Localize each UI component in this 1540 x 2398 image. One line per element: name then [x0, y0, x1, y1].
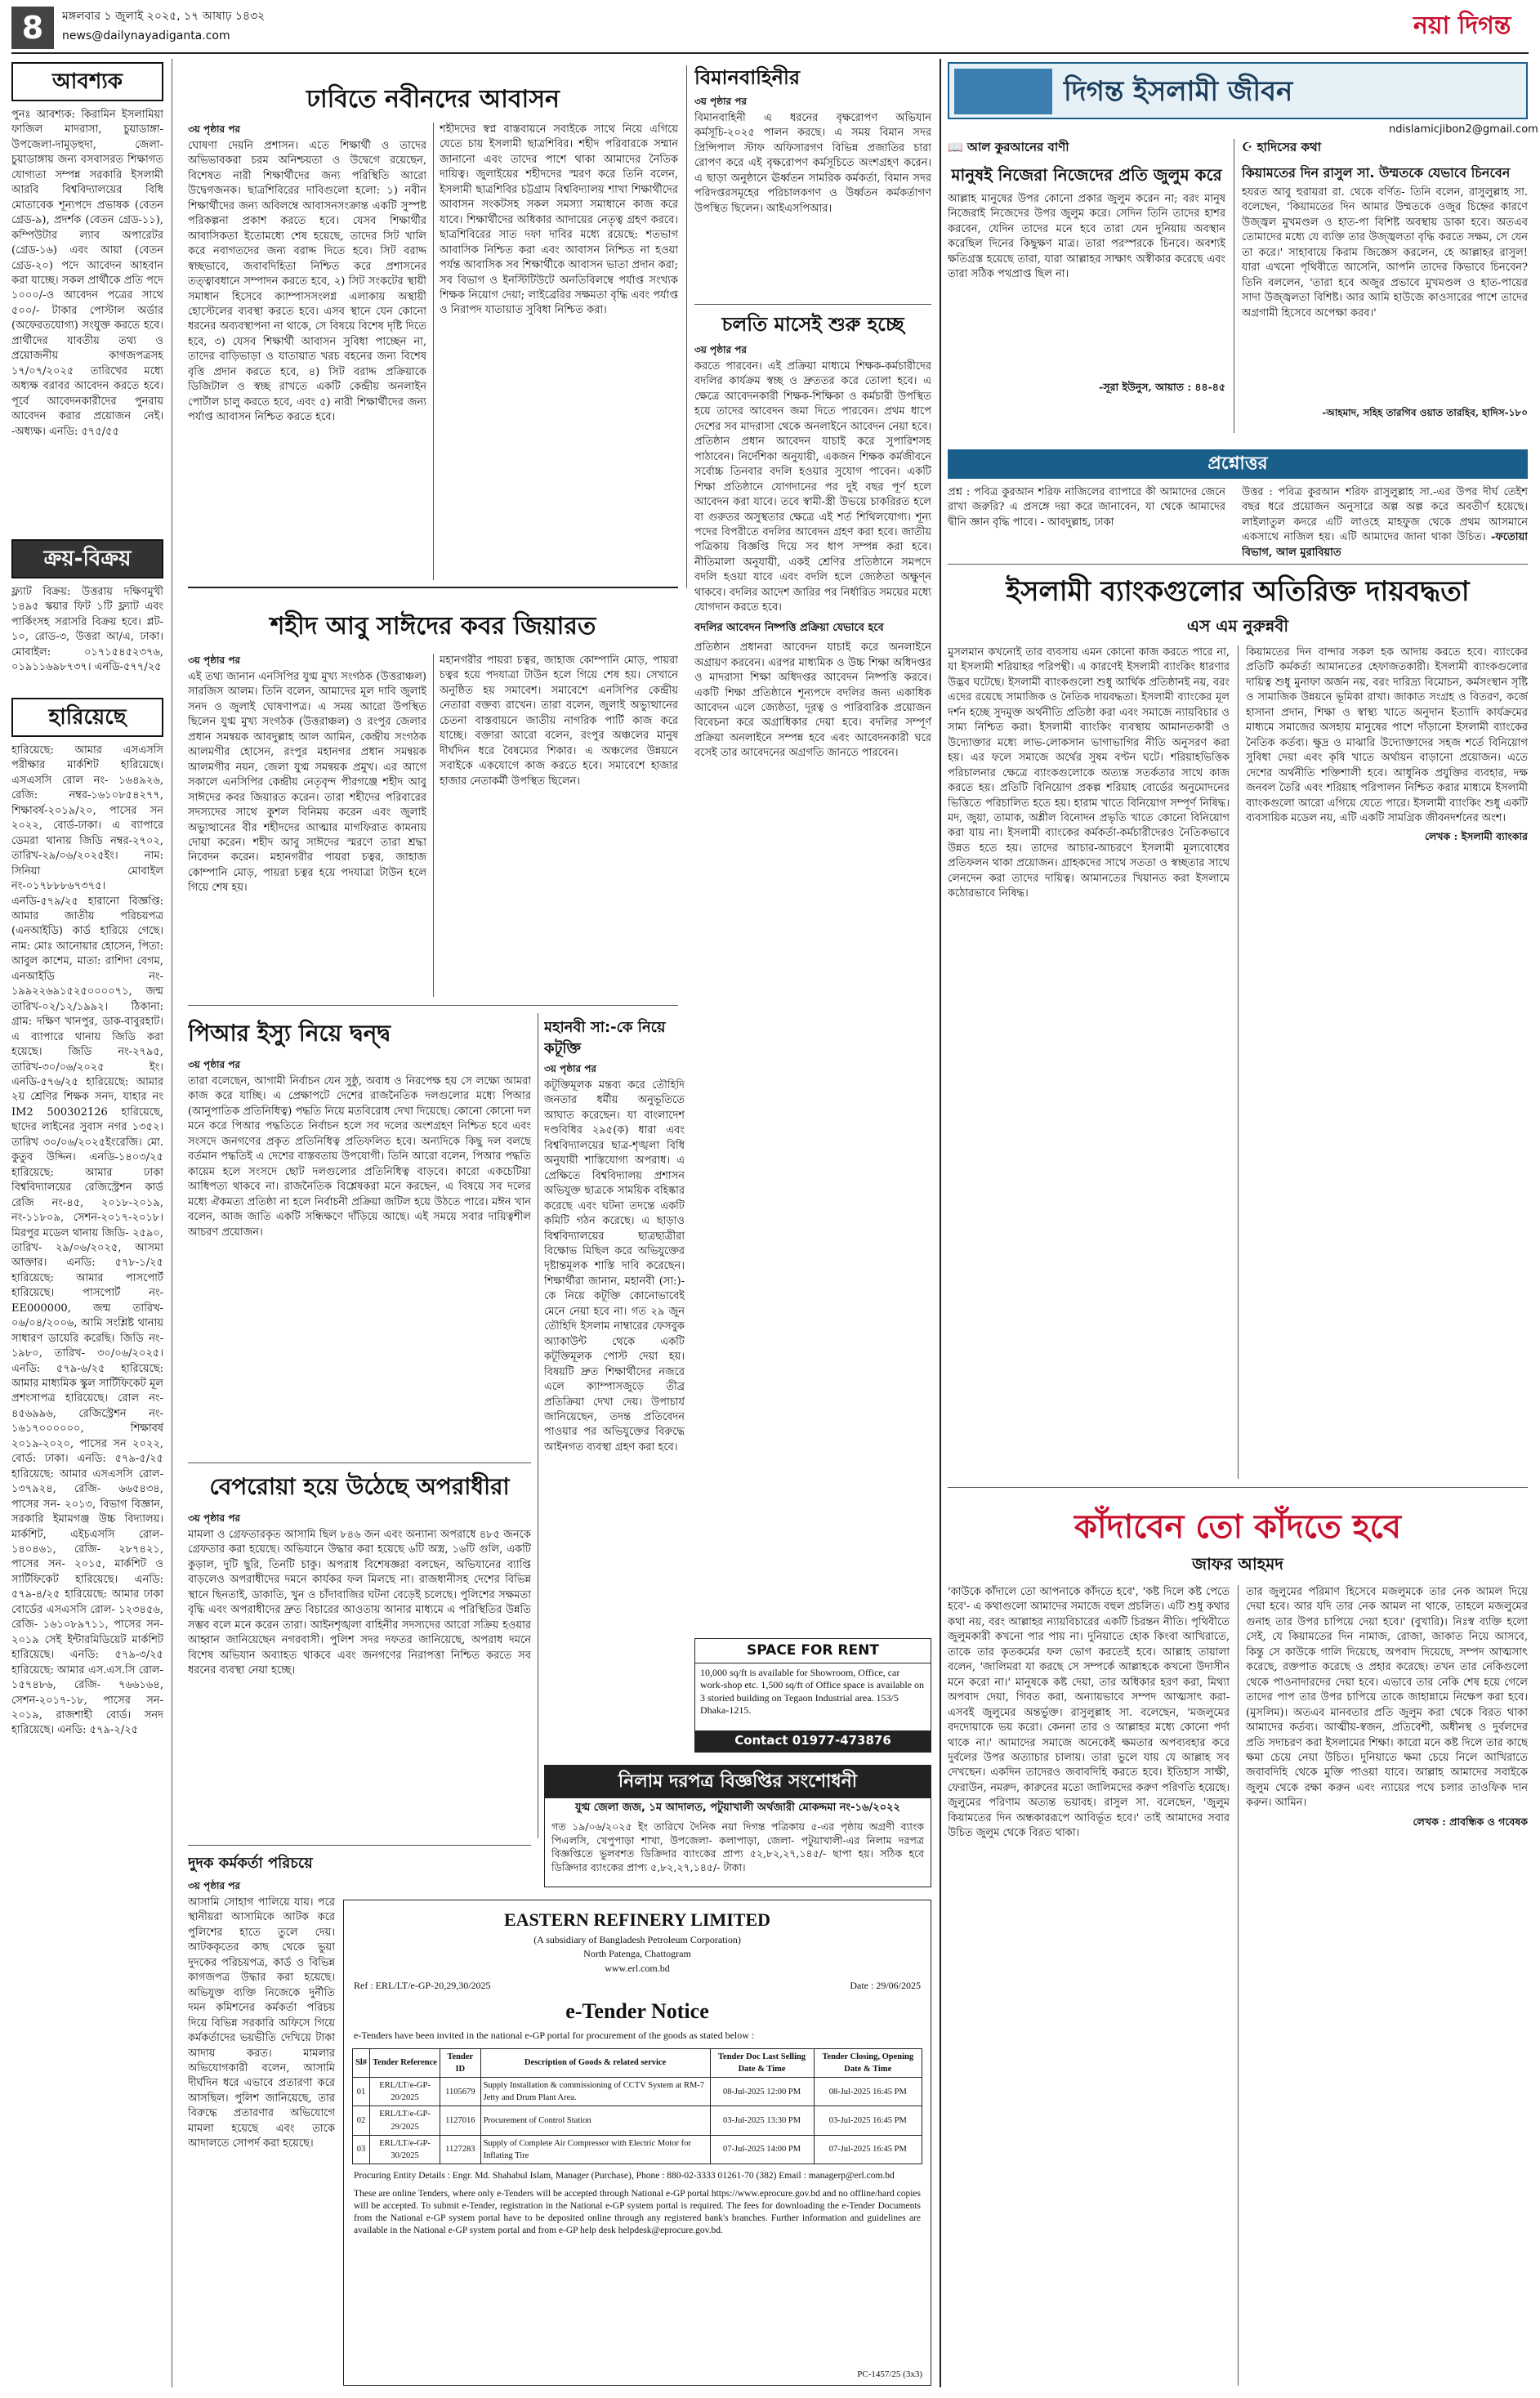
date-line: মঙ্গলবার ১ জুলাই ২০২৫, ১৭ আষাঢ় ১৪৩২	[62, 10, 266, 23]
qa-answer	[1242, 485, 1528, 559]
shaheed-body	[188, 654, 426, 997]
tender-table-header	[353, 2048, 922, 2077]
divider	[433, 654, 434, 997]
tender-date: Date : 29/06/2025	[850, 1980, 921, 1992]
masthead-rule	[11, 52, 1529, 54]
mosque-icon	[954, 69, 1052, 114]
mahanabi-body	[544, 1062, 685, 1847]
space-ad-title: SPACE FOR RENT	[695, 1639, 931, 1663]
housing-headline: ঢাবিতে নবীনদের আবাসন	[306, 85, 560, 114]
pr-text: তারা বলেছেন, আগামী নির্বাচন যেন সুষ্ঠু, অবাধ ও নিরপেক্ষ হয় সে লক্ষ্যে আমরা কাজ করে যাচ্ছি। এ প্রেক্ষাপটে দেশের রাজনৈতিক দলগুলোর মধ্যে পিআর (আনুপাতিক প্রতিনিধিত্ব) পদ্ধতি নিয়ে মতবিরোধ দেখা দিয়েছে। কোনো কোনো দল মনে করে পিআর পদ্ধতিতে নির্বাচন হলে সব দলের অংশগ্রহণ নিশ্চিত হবে এবং সংসদে জনগণের প্রকৃত প্রতিনিধিত্ব প্রতিফলিত হবে। অন্যদিকে কিছু দল বলছে বর্তমান পদ্ধতিই এ দেশের বাস্তবতায় উপযোগী। তিনি আরো বলেন, পিআর পদ্ধতি কায়েম হলে সংসদে ছোট দলগুলোর প্রতিনিধিত্ব বাড়বে। কারো একচেটিয়া আধিপত্য থাকবে না। রাজনৈতিক বিশ্লেষকরা মনে করছেন, এ বিষয়ে সব দলের মধ্যে ঐকমত্য প্রতিষ্ঠা না হলে নির্বাচনী প্রক্রিয়া জটিল হয়ে উঠতে পারে। মঈন খান বলেন, আজ জাতি একটি সন্ধিক্ষণে দাঁড়িয়ে আছে। এই সময়ে সবার দায়িত্বশীল আচরণ প্রয়োজন।	[188, 1075, 531, 1239]
logo-text: নয়া দিগন্ত	[1413, 11, 1511, 40]
housing-body-2: শহীদদের স্বপ্ন বাস্তবায়নে সবাইকে সাথে নিয়ে এগিয়ে যেতে চায় ইসলামী ছাত্রশিবির। শহীদ পরিবারকে সম্মান জানানো এবং তাদের পাশে থাকা আমাদের নৈতিক দায়িত্ব। জুলাইয়ের শহীদদের স্মরণ করে তিনি বলেন, ইসলামী ছাত্রশিবির চট্টগ্রাম বিশ্ববিদ্যালয় শাখা শিক্ষার্থীদের আবাসন সংকটসহ সকল সমস্যা সমাধানে কাজ করে যাবে। শিক্ষার্থীদের অধিকার আদায়ের নেতৃত্ব গ্রহণ করবে। ছাত্রশিবিরের সাত দফা দাবির মধ্যে রয়েছে: শতভাগ আবাসিক নিশ্চিত করা এবং আবাসন নিশ্চিত না হওয়া পর্যন্ত আবাসিক সব শিক্ষার্থীকে আবাসন ভাতা প্রদান করা; সব বিভাগ ও ইনস্টিটিউটে অনতিবিলম্বে পর্যাপ্ত সংখ্যক শিক্ষক নিয়োগ দেয়া; লাইব্রেরির সক্ষমতা বৃদ্ধি এবং পর্যাপ্ত ও নিরাপদ যাতায়াত সুবিধা নিশ্চিত করা।	[440, 123, 678, 317]
bank-body-col1: মুসলমান কখনোই তার ব্যবসায় এমন কোনো কাজ করতে পারে না, যা ইসলামী শরিয়াহর পরিপন্থী। এ কারণেই ইসলামী ব্যাংকিং ধারণার উদ্ভব ঘটেছে। ইসলামী ব্যাংকগুলো শুধু আর্থিক প্রতিষ্ঠানই নয়, বরং এদের রয়েছে সামাজিক ও নৈতিক দায়বদ্ধতা। ইসলামী ব্যাংকের মূল দর্শন হচ্ছে সুদমুক্ত অর্থনীতি প্রতিষ্ঠা করা এবং সমাজে ন্যায়বিচার ও সাম্য নিশ্চিত করা। ইসলামী ব্যাংকিং ব্যবস্থায় আমানতকারী ও উদ্যোক্তার মধ্যে লাভ-লোকসান ভাগাভাগির নীতি অনুসরণ করা হয়। এর ফলে সমাজে অর্থের সুষম বণ্টন ঘটে। শরিয়াহভিত্তিক পরিচালনার ক্ষেত্রে ব্যাংকগুলোকে অত্যন্ত সতর্কতার সাথে কাজ করতে হয়। প্রতিটি বিনিয়োগ প্রকল্প শরিয়াহ বোর্ডের অনুমোদনের ভিত্তিতে পরিচালিত হতে হয়। হারাম খাতে বিনিয়োগ সম্পূর্ণ নিষিদ্ধ। মদ, জুয়া, তামাক, অশ্লীল বিনোদন প্রভৃতি খাতে কোনো বিনিয়োগ করা যায় না। ইসলামী ব্যাংকের কর্মকর্তা-কর্মচারীদেরও নৈতিকভাবে উন্নত হতে হয়। তাদের আচার-আচরণে ইসলামী মূল্যবোধের প্রতিফলন থাকা প্রয়োজন। গ্রাহকদের সাথে সততা ও স্বচ্ছতার সাথে লেনদেন করা তাদের দায়িত্ব। আমানতের খিয়ানত করা ইসলামে কঠোরভাবে নিষিদ্ধ।	[948, 646, 1230, 900]
airforce-headline: বিমানবাহিনীর	[694, 66, 801, 89]
divider	[1238, 1585, 1239, 2386]
cell: 07-Jul-2025 16:45 PM	[814, 2135, 922, 2164]
wanted-title: আবশ্যক	[11, 62, 163, 101]
page-number-box	[11, 7, 54, 49]
pr-headline: পিআর ইস্যু নিয়ে দ্বন্দ্ব	[188, 1020, 391, 1047]
islami-email: ndislamicjibon2@gmail.com	[1389, 123, 1538, 136]
cell: 1127283	[440, 2135, 481, 2164]
shaheed-headline: শহীদ আবু সাঈদের কবর জিয়ারত	[270, 612, 596, 641]
dudok-text: আসামি সোহাগ পালিয়ে যায়। পরে স্থানীয়রা আসামিকে আটক করে পুলিশের হাতে তুলে দেয়। আটককৃতের কাছ থেকে ভুয়া দুদকের পরিচয়পত্র, কার্ড ও বিভিন্ন কাগজপত্র উদ্ধার করা হয়েছে। অভিযুক্ত ব্যক্তি নিজেকে দুর্নীতি দমন কমিশনের কর্মকর্তা পরিচয় দিয়ে বিভিন্ন সরকারি অফিসে গিয়ে কর্মকর্তাদের ভয়ভীতি দেখিয়ে টাকা আদায় করত। মামলার অভিযোগকারী বলেন, আসামি দীর্ঘদিন ধরে এভাবে প্রতারণা করে আসছিল। পুলিশ জানিয়েছে, তার বিরুদ্ধে প্রতারণার অভিযোগে মামলা হয়েছে এবং তাকে আদালতে সোপর্দ করা হয়েছে।	[188, 1896, 335, 2150]
cell: 03	[353, 2135, 370, 2164]
lost-title: হারিয়েছে	[11, 698, 163, 737]
qa-ref: -ফতোয়া বিভাগ, আল মুরাবিয়াত	[1242, 531, 1528, 559]
tender-web: www.erl.com.bd	[605, 1962, 670, 1974]
hadith-body: হযরত আবু হুরায়রা রা. থেকে বর্ণিত- তিনি বলেন, রাসুলুল্লাহ সা. বলেছেন, 'কিয়ামতের দিন আমার উম্মতকে ওজুর চিহ্নের কারণে উজ্জ্বল মুখমণ্ডল ও হাত-পা বিশিষ্ট অবস্থায় ডাকা হবে। অতএব তোমাদের মধ্যে যে ব্যক্তি তার উজ্জ্বলতা বৃদ্ধি করতে সক্ষম, সে যেন তা করে।' সাহাবায়ে কিরাম জিজ্ঞেস করলেন, হে আল্লাহর রাসুল! যারা এখনো পৃথিবীতে আসেনি, আপনি তাদের কিভাবে চিনবেন? তিনি বললেন, 'তারা হবে অজুর প্রভাবে মুখমণ্ডল ও হাত-পায়ের সাদা উজ্জ্বলতা বিশিষ্ট। আর আমি হাউজে কাওসারের পাশে তাদের অগ্রগামী হিসেবে অপেক্ষা করব।'	[1242, 185, 1528, 319]
airforce-contd: ৩য় পৃষ্ঠার পর	[694, 96, 748, 107]
kadaben-body-col2	[1246, 1585, 1528, 2386]
quran-ref: -সূরা ইউনুস, আয়াত : ৪৪-৪৫	[1099, 380, 1225, 393]
chalti-text: করতে পারবেন। এই প্রক্রিয়া মাধ্যমে শিক্ষক-কর্মচারীদের বদলির কার্যক্রম স্বচ্ছ ও দ্রুততর করে তোলা হবে। এ ক্ষেত্রে আবেদনকারী শিক্ষক-শিক্ষিকা ও কর্মচারী উপস্থিত হয়ে তাদের আবেদন জমা দিতে পারবেন। প্রথম ধাপে দেশের সব মাদরাসা থেকে অনলাইনে আবেদন নেয়া হবে। প্রতিষ্ঠান প্রধান আবেদন যাচাই করে সুপারিশসহ পাঠাবেন। নির্দেশিকা অনুযায়ী, একজন শিক্ষক কর্মজীবনে সর্বোচ্চ তিনবার বদলি হওয়ার সুযোগ পাবেন। একটি শিক্ষা প্রতিষ্ঠানে যোগদানের পর দুই বছর পূর্ণ হলে আবেদন করা যাবে। তবে স্বামী-স্ত্রী উভয়ে চাকরিরত হলে বা গুরুতর অসুস্থতার ক্ষেত্রে এই শর্ত শিথিলযোগ্য। শূন্য পদের বিপরীতে বদলির আবেদন গ্রহণ করা হবে। জাতীয় পত্রিকায় বিজ্ঞপ্তি দিয়ে সব ধাপ সম্পন্ন করা হবে। নীতিমালা অনুযায়ী, একই শ্রেণির প্রতিষ্ঠানে সমপদে বদলি হওয়া যাবে এবং বদলি হলে জ্যেষ্ঠতা অক্ষুণ্ন থাকবে। বদলির আদেশ জারির পর নির্ধারিত সময়ের মধ্যে যোগদান করতে হবে।	[694, 360, 931, 614]
divider	[433, 123, 434, 580]
quran-label	[948, 139, 1225, 157]
quran-label-text: আল কুরআনের বাণী	[966, 140, 1069, 154]
shaheed-contd: ৩য় পৃষ্ঠার পর	[188, 654, 241, 666]
shaheed-body-col2	[440, 654, 678, 997]
pr-contd: ৩য় পৃষ্ঠার পর	[188, 1059, 241, 1070]
kadaben-sign: লেখক : প্রাবন্ধিক ও গবেষক	[1413, 1815, 1528, 1828]
kadaben-body-col1: 'কাউকে কাঁদালে তো আপনাকে কাঁদতে হবে', 'কষ্ট দিলে কষ্ট পেতে হবে'- এ কথাগুলো আমাদের সমাজে বহুল প্রচলিত। এটি শুধু কথার কথা নয়, বরং আল্লাহর ন্যায়বিচারের একটি চিরন্তন নীতি। পৃথিবীতে জুলুমকারী কখনো পার পায় না। দুনিয়াতে হোক কিংবা আখিরাতে, তাকে তার কৃতকর্মের ফল ভোগ করতেই হবে। আল্লাহ তায়ালা বলেন, 'জালিমরা যা করছে সে সম্পর্কে আল্লাহকে কখনো উদাসীন মনে করো না।' মানুষকে কষ্ট দেয়া, তার অধিকার হরণ করা, মিথ্যা অপবাদ দেয়া, গিবত করা, অন্যায়ভাবে সম্পদ আত্মসাৎ করা- এসবই জুলুমের অন্তর্ভুক্ত। রাসুলুল্লাহ সা. বলেছেন, 'মজলুমের বদদোয়াকে ভয় করো। কেননা তার ও আল্লাহর মধ্যে কোনো পর্দা থাকে না।' আমাদের সমাজে অনেকেই ক্ষমতার অপব্যবহার করে দুর্বলের উপর অত্যাচার চালায়। তারা ভুলে যায় যে আল্লাহ সব দেখছেন। একদিন তাদেরও জবাবদিহি করতে হবে। ইতিহাস সাক্ষী, ফেরাউন, নমরুদ, কারুনের মতো জালিমদের করুণ পরিণতি হয়েছে। জুলুমের পরিণাম অত্যন্ত ভয়াবহ। রাসুল সা. বলেছেন, 'জুলুম কিয়ামতের দিন অন্ধকাররূপে আবির্ভূত হবে।' তাই আমাদের সবার উচিত জুলুম থেকে বিরত থাকা।	[948, 1586, 1230, 1840]
logo	[1413, 8, 1511, 44]
divider	[948, 564, 1528, 565]
pr-body	[188, 1058, 531, 1454]
wanted-text: পুনঃ আবশ্যক: কিরামিন ইসলামিয়া ফাজিল মাদরাসা, চুয়াডাঙ্গা-উপজেলা-দামুড়হুদা, জেলা-চুয়াডাঙ্গায় জন্য বসবাসরত শিক্ষাগত যোগ্যতা সম্পন্ন সরকারি ইসলামী আরবি বিশ্ববিদ্যালয়ের বিধি মোতাবেক শূন্যপদে প্রভাষক (বেতন গ্রেড-৯), প্রদর্শক (বেতন গ্রেড-১১), কম্পিউটার ল্যাব অপারেটর (গ্রেড-১৬) এবং আয়া (বেতন গ্রেড-২০) পদে আবেদন আহবান করা যাচ্ছে। সকল প্রার্থীকে প্রতি পদে ১০০০/-ও আবেদন পত্রের সাথে ৫০০/- টাকার পোস্টাল অর্ডার (অফেরতযোগ্য) সংযুক্ত করতে হবে। প্রার্থীদের যাবতীয় তথ্য ও প্রয়োজনীয় কাগজপত্রসহ ১৭/০৭/২০২৫ তারিখের মধ্যে অধ্যক্ষ বরাবর আবেদন করতে হবে। পূর্বে আবেদনকারীদের পুনরায় আবেদন করার প্রয়োজন নেই। -অধ্যক্ষ। এনডি: ৫৭৫/৫৫	[11, 109, 163, 438]
criminals-body	[188, 1512, 531, 1838]
chalti-text-2: প্রতিষ্ঠান প্রধানরা আবেদন যাচাই করে অনলাইনে অগ্রায়ণ করবেন। এরপর মাধ্যমিক ও উচ্চ শিক্ষা অধিদপ্তর ও মাদরাসা শিক্ষা অধিদপ্তর আবেদন নিষ্পত্তি করবে। একটি শিক্ষা প্রতিষ্ঠানে শূন্যপদে বদলির জন্য একাধিক আবেদন এলে জ্যেষ্ঠতা, দূরত্ব ও পারিবারিক প্রয়োজন বিবেচনা করে অগ্রাধিকার দেয়া হবে। বদলির সম্পূর্ণ প্রক্রিয়া অনলাইনে সম্পন্ন হবে এবং আবেদনকারী ঘরে বসেই তার আবেদনের অগ্রগতি জানতে পারবেন।	[694, 641, 931, 760]
buysell-text: ফ্ল্যাট বিক্রয়: উত্তরায় দক্ষিণমুখী ১৪৯৫ স্কয়ার ফিট ১টি ফ্ল্যাট এবং পার্কিংসহ সরাসরি বিক্রয় হবে। প্লট- ১০, রোড-৩, উত্তরা আ/এ, ঢাকা। মোবাইল: ০১৭১৫৪৫২৩৭৬, ০১৯১১৬৯৮৭৩৭। এনডি-৫৭৭/২৫	[11, 586, 163, 674]
th-id: Tender ID	[440, 2048, 481, 2077]
tender-pc: PC-1457/25 (3x3)	[857, 2369, 922, 2380]
divider	[188, 1462, 531, 1463]
cell: ERL/LT/e-GP-29/2025	[370, 2106, 440, 2135]
th-desc: Description of Goods & related service	[480, 2048, 710, 2077]
divider	[694, 304, 931, 305]
chalti-subhead: বদলির আবেদন নিষ্পত্তি প্রক্রিয়া যেভাবে হবে	[694, 621, 884, 634]
nilam-title: নিলাম দরপত্র বিজ্ঞপ্তির সংশোধনী	[545, 1766, 931, 1798]
divider	[686, 65, 687, 588]
tender-sub2: North Patenga, Chattogram	[583, 1948, 691, 1960]
table-row	[353, 2077, 922, 2106]
crescent-icon: ☪	[1242, 140, 1257, 154]
bank-headline: ইসলামী ব্যাংকগুলোর অতিরিক্ত দায়বদ্ধতা	[1006, 575, 1470, 608]
cell: 02	[353, 2106, 370, 2135]
cell: Supply of Complete Air Compressor with Electric Motor for Inflating Tire	[480, 2135, 710, 2164]
dudok-body	[188, 1879, 335, 2386]
tender-intro: e-Tenders have been invited in the national e-GP portal for procurement of the goods as stated below :	[354, 2030, 755, 2042]
qa-title: প্রশ্নোত্তর	[1207, 453, 1268, 474]
space-ad-body: 10,000 sq/ft is available for Showroom, Office, car work-shop etc. 1,500 sq/ft of Office space is available on 3 storied building on Tegaon Industrial area. 153/5 Dhaka-1215.	[700, 1666, 925, 1717]
qa-title-bar	[948, 449, 1528, 479]
th-ref: Tender Reference	[370, 2048, 440, 2077]
tender-company: EASTERN REFINERY LIMITED	[503, 1909, 771, 1930]
chalti-body	[694, 343, 931, 1471]
airforce-body	[694, 95, 931, 299]
nilam-notice	[544, 1765, 931, 1887]
islami-section-title: দিগন্ত ইসলামী জীবন	[1064, 75, 1293, 108]
cell: ERL/LT/e-GP-30/2025	[370, 2135, 440, 2164]
chalti-headline: চলতি মাসেই শুরু হচ্ছে	[721, 313, 904, 336]
divider	[188, 1845, 531, 1846]
criminals-text: মামলা ও গ্রেফতারকৃত আসামি ছিল ৮৪৬ জন এবং অন্যান্য অপরাধে ৪৮৫ জনকে গ্রেফতার করা হয়েছে। অভিযানে উদ্ধার করা হয়েছে ৬টি অস্ত্র, ১৬টি গুলি, একটি কুড়াল, দুটি ছুরি, তিনটি চাকু। অপরাধ বিশেষজ্ঞরা বলছেন, অভিযানের ব্যাপ্তি বাড়লেও অপরাধীদের দমনে কার্যকর ফল মিলছে না। রাজধানীসহ দেশের বিভিন্ন স্থানে ছিনতাই, ডাকাতি, খুন ও চাঁদাবাজির ঘটনা বেড়েই চলেছে। পুলিশের সক্ষমতা বৃদ্ধি এবং অপরাধীদের দ্রুত বিচারের আওতায় আনার মাধ্যমে এ পরিস্থিতির উন্নতি সম্ভব বলে মনে করেন তারা। আইনশৃঙ্খলা বাহিনীর সদস্যদের আরো সক্রিয় হওয়ার আহ্বান জানিয়েছেন নগরবাসী। পুলিশ সদর দফতর জানিয়েছে, অপরাধ দমনে বিশেষ অভিযান অব্যাহত থাকবে এবং জনগণের নিরাপত্তা নিশ্চিত করতে সব ধরনের ব্যবস্থা নেয়া হচ্ছে।	[188, 1529, 531, 1677]
chalti-contd: ৩য় পৃষ্ঠার পর	[694, 344, 748, 355]
cell: Supply Installation & commissioning of CCTV System at RM-7 Jetty and Drum Plant Area.	[480, 2077, 710, 2106]
tender-title: e-Tender Notice	[565, 1999, 709, 2024]
criminals-headline: বেপরোয়া হয়ে উঠেছে অপরাধীরা	[209, 1473, 510, 1500]
nilam-sub: যুগ্ম জেলা জজ, ১ম আদালত, পটুয়াখালী অর্থজারী মোকদ্দমা নং-১৬/২০২২	[574, 1801, 900, 1814]
buysell-title: ক্রয়-বিক্রয়	[11, 539, 163, 578]
tender-sub1: (A subsidiary of Bangladesh Petroleum Corporation)	[533, 1933, 741, 1945]
hadith-block	[1242, 139, 1528, 441]
cell: 03-Jul-2025 16:45 PM	[814, 2106, 922, 2135]
shaheed-text: এই তথ্য জানান এনসিপির যুগ্ম মুখ্য সংগঠক (উত্তরাঞ্চল) সারজিস আলম। তিনি বলেন, আমাদের মূল দাবি জুলাই সনদ ও জুলাই ঘোষণাপত্র। এ সময় আরো উপস্থিত ছিলেন যুগ্ম মুখ্য সংগঠক (উত্তরাঞ্চল) ও রংপুর জেলার প্রধান সমন্বয়ক আবদুল্লাহ আল আমিন, কেন্দ্রীয় সংগঠক আলমগীর হোসেন, রংপুর মহানগর প্রধান সমন্বয়ক আলমগীর নয়ন, জেলা যুগ্ম সমন্বয়ক প্রমুখ। এর আগে সকালে এনসিপির কেন্দ্রীয় নেতৃবৃন্দ পীরগঞ্জে শহীদ আবু সাঈদের কবর জিয়ারত করেন। তারা শহীদের পরিবারের সদস্যদের সাথে কুশল বিনিময় করেন এবং জুলাই অভ্যুত্থানের বীর শহীদদের আত্মার মাগফিরাত কামনায় দোয়া করেন। শহীদ আবু সাঈদের স্মরণে তারা শ্রদ্ধা নিবেদন করেন। মহানগরীর পায়রা চত্বর, জাহাজ কোম্পানি মোড়, পায়রা চত্বর হয়ে পদযাত্রা টাউন হলে গিয়ে শেষ হয়।	[188, 671, 426, 895]
divider	[188, 1005, 678, 1006]
space-ad-contact: Contact 01977-473876	[695, 1730, 931, 1752]
bank-body-col2	[1246, 645, 1528, 1479]
cell: Procurement of Control Station	[480, 2106, 710, 2135]
bank-author: এস এম নুরুন্নবী	[1186, 616, 1289, 636]
qa-answer-text: উত্তর : পবিত্র কুরআন শরিফ রাসুলুল্লাহ সা.-এর উপর দীর্ঘ তেইশ বছর ধরে প্রয়োজন অনুসারে অল্প অল্প করে অবতীর্ণ হয়েছে। লাইলাতুল কদরে এটি লাওহে মাহফুজ থেকে প্রথম আসমানে একসাথে নাজিল হয়। এটি আমাদের জানা থাকা উচিত।	[1242, 486, 1528, 544]
mahanabi-text: কটূক্তিমূলক মন্তব্য করে তৌহিদি জনতার ধর্মীয় অনুভূতিতে আঘাত করেছেন। যা বাংলাদেশ দণ্ডবিধির ২৯৫(ক) ধারা এবং বিশ্ববিদ্যালয়ের ছাত্র-শৃঙ্খলা বিধি অনুযায়ী শাস্তিযোগ্য অপরাধ। এ প্রেক্ষিতে বিশ্ববিদ্যালয় প্রশাসন অভিযুক্ত ছাত্রকে সাময়িক বহিষ্কার করেছে এবং ঘটনা তদন্তে একটি কমিটি গঠন করেছে। এ ছাড়াও বিশ্ববিদ্যালয়ের ছাত্রছাত্রীরা বিক্ষোভ মিছিল করে অভিযুক্তের দৃষ্টান্তমূলক শাস্তি দাবি করেছেন। শিক্ষার্থীরা জানান, মহানবী (সা:)-কে নিয়ে কটূক্তি কোনোভাবেই মেনে নেয়া হবে না। গত ২৯ জুন তৌহিদি ইসলাম নাম্বারের ফেসবুক অ্যাকাউন্ট থেকে একটি কটূক্তিমূলক পোস্ট দেয়া হয়। বিষয়টি দ্রুত শিক্ষার্থীদের নজরে এলে ক্যাম্পাসজুড়ে তীব্র প্রতিক্রিয়া দেখা দেয়। উপাচার্য জানিয়েছেন, তদন্ত প্রতিবেদন পাওয়ার পর অভিযুক্তের বিরুদ্ধে আইনগত ব্যবস্থা গ্রহণ করা হবে।	[544, 1079, 685, 1454]
housing-body-1: ঘোষণা দেয়নি প্রশাসন। এতে শিক্ষার্থী ও তাদের অভিভাবকরা চরম অনিশ্চয়তা ও উদ্বেগে রয়েছেন, বিশেষত নারী শিক্ষার্থীদের জন্য পরিস্থিতি আরো উদ্বেগজনক। ছাত্রশিবিরের দাবিগুলো হলো: ১) নবীন শিক্ষার্থীদের জন্য অবিলম্বে আবাসনসংক্রান্ত একটি সুস্পষ্ট পরিকল্পনা প্রকাশ করতে হবে। যেসব শিক্ষার্থীর আবাসিকতা ইতোমধ্যে শেষ হয়েছে, তাদের সিট খালি করে নবাগতদের জন্য বরাদ্দ দিতে হবে। সিট বরাদ্দ স্বচ্ছভাবে, জবাবদিহিতা নিশ্চিত করে প্রশাসনের তত্ত্বাবধানে সম্পাদন করতে হবে, ২) সিট সংকটের স্থায়ী সমাধান হিসেবে ক্যাম্পাসসংলগ্ন এলাকায় অস্থায়ী হোস্টেলের ব্যবস্থা করতে হবে। এসব স্থানে যেন কোনো ধরনের অব্যবস্থাপনা না থাকে, সে বিষয়ে বিশেষ দৃষ্টি দিতে হবে, ৩) যেসব শিক্ষার্থী আবাসন সুবিধা পাচ্ছেন না, তাদের বাড়িভাড়া ও যাতায়াত খরচ বহনের জন্য বিশেষ বৃত্তি প্রদান করতে হবে, ৪) সিট বরাদ্দ প্রক্রিয়াকে ডিজিটাল ও স্বচ্ছ রাখতে একটি কেন্দ্রীয় অনলাইন পোর্টাল চালু করতে হবে, এবং ৫) নারী শিক্ষার্থীদের জন্য পর্যাপ্ত আবাসন নিশ্চিত করতে হবে।	[188, 140, 426, 424]
bank-sign: লেখক : ইসলামী ব্যাংকার	[1424, 830, 1528, 843]
quran-body: আল্লাহ মানুষের উপর কোনো প্রকার জুলুম করেন না; বরং মানুষ নিজেরাই নিজেদের উপর জুলুম করে। সেদিন তিনি তাদের হাশর করবেন, যেদিন তাদের মনে হবে তারা যেন দুনিয়ায় অবস্থান করেছিল দিনের কিছুক্ষণ মাত্র। তারা পরস্পরকে চিনবে। অবশ্যই ক্ষতিগ্রস্ত হয়েছে তারা, যারা আল্লাহর সাক্ষাৎ অস্বীকার করেছে এবং তারা সঠিক পথপ্রাপ্ত ছিল না।	[948, 192, 1225, 281]
islami-banner	[948, 62, 1528, 119]
dudok-contd: ৩য় পৃষ্ঠার পর	[188, 1880, 241, 1891]
divider	[940, 59, 941, 2387]
housing-contd: ৩য় পৃষ্ঠার পর	[188, 123, 241, 135]
quran-block	[948, 139, 1225, 441]
table-row	[353, 2106, 922, 2135]
airforce-text: বিমানবাহিনী এ ধরনের বৃক্ষরোপণ অভিযান কর্মসূচি-২০২৫ পালন করছে। এ সময় বিমান সদর প্রিন্সিপাল স্টাফ অফিসারগণ বিভিন্ন প্রজাতির চারা রোপণ করে এই বৃক্ষরোপণ কর্মসূচিতে অংশগ্রহণ করেন। এ ছাড়া অনুষ্ঠানে ঊর্ধ্বতন সামরিক কর্মকর্তা, বিমান সদর পরিদপ্তরসমূহের পরিচালকগণ ও উর্ধ্বতন কর্মকর্তাগণ উপস্থিত ছিলেন। আইএসপিআর।	[694, 112, 931, 215]
divider	[1238, 645, 1239, 1479]
hadith-label	[1242, 139, 1528, 157]
hadith-ref: -আহমাদ, সহিহ তারগিব ওয়াত তারহিব, হাদিস-১৮০	[1322, 406, 1528, 418]
email-line: news@dailynayadiganta.com	[62, 29, 230, 42]
cell: 03-Jul-2025 13:30 PM	[710, 2106, 814, 2135]
table-row	[353, 2135, 922, 2164]
housing-body-col2	[440, 123, 678, 580]
kadaben-text-2: তার জুলুমের পরিমাণ হিসেবে মজলুমকে তার নেক আমল দিয়ে দেয়া হবে। আর যদি তার নেক আমল না থাকে, তাহলে মজলুমের গুনাহ তার উপর চাপিয়ে দেয়া হবে।' (বুখারি)। নিঃস্ব ব্যক্তি হলো সেই, যে কিয়ামতের দিন নামাজ, রোজা, জাকাত নিয়ে আসবে, কিন্তু সে কাউকে গালি দিয়েছে, অপবাদ দিয়েছে, সম্পদ আত্মসাৎ করেছে, রক্তপাত করেছে ও প্রহার করেছে। তখন তার নেকিগুলো থেকে পাওনাদারদের দেয়া হবে। এভাবে তার নেকি শেষ হয়ে গেলে তাদের পাপ তার উপর চাপিয়ে তাকে জাহান্নামে নিক্ষেপ করা হবে। (মুসলিম)। অতএব মানবতার প্রতি জুলুম করা থেকে বিরত থাকা আমাদের কর্তব্য। আত্মীয়-স্বজন, প্রতিবেশী, অধীনস্থ ও দুর্বলদের প্রতি সদাচরণ করা ইসলামের শিক্ষা। কারো মনে কষ্ট দিলে তার কাছে ক্ষমা চেয়ে নেয়া উচিত। দুনিয়াতে ক্ষমা চেয়ে নিলে আখিরাতে জবাবদিহি থেকে মুক্তি পাওয়া যাবে। আল্লাহ আমাদের সবাইকে জুলুম থেকে রক্ষা করুন এবং ন্যায়ের পথে চলার তাওফিক দান করুন। আমিন।	[1246, 1586, 1528, 1810]
th-sell: Tender Doc Last Selling Date & Time	[710, 2048, 814, 2077]
tender-procuring: Procuring Entity Details : Engr. Md. Shahabul Islam, Manager (Purchase), Phone : 880-02-3333 01261-70 (382) Email : managerp@erl.com.bd	[354, 2171, 895, 2181]
tender-notice	[343, 1900, 931, 2386]
cell: 1105679	[440, 2077, 481, 2106]
bank-text-2: কিয়ামতের দিন বান্দার সকল হক আদায় করতে হবে। ব্যাংকের প্রতিটি কর্মকর্তা আমানতের হেফাজতকারী। ইসলামী ব্যাংকগুলোর দায়িত্ব শুধু মুনাফা অর্জন নয়, বরং দারিদ্র্য বিমোচন, কর্মসংস্থান সৃষ্টি ও সামাজিক উন্নয়নে ভূমিকা রাখা। জাকাত সংগ্রহ ও বিতরণ, কর্জে হাসানা প্রদান, শিক্ষা ও স্বাস্থ্য খাতে অনুদান ইত্যাদি কার্যক্রমের মাধ্যমে সমাজের অসহায় মানুষের পাশে দাঁড়ানো ইসলামী ব্যাংকের নৈতিক কর্তব্য। ক্ষুদ্র ও মাঝারি উদ্যোক্তাদের সহজ শর্তে বিনিয়োগ সুবিধা দেয়া এবং কৃষি খাতে অর্থায়ন বাড়ানো প্রয়োজন। এতে দেশের অর্থনীতি শক্তিশালী হবে। আধুনিক প্রযুক্তির ব্যবহার, দক্ষ জনবল তৈরি এবং শরিয়াহ পরিপালন নিশ্চিত করার মাধ্যমে ইসলামী ব্যাংকগুলো আরো এগিয়ে যেতে পারে। ইসলামী ব্যাংকিং শুধু একটি ব্যবসায়িক মডেল নয়, এটি একটি সামগ্রিক জীবনদর্শনের অংশ।	[1246, 646, 1528, 824]
th-close: Tender Closing, Opening Date & Time	[814, 2048, 922, 2077]
kadaben-headline: কাঁদাবেন তো কাঁদতে হবে	[1074, 1508, 1402, 1546]
cell: 07-Jul-2025 14:00 PM	[710, 2135, 814, 2164]
qa-question: প্রশ্ন : পবিত্র কুরআন শরিফ নাজিলের ব্যাপারে কী আমাদের জেনে রাখা জরুরি? এ প্রসঙ্গে দয়া করে জানাবেন, যা থেকে আমাদের দ্বীনি জ্ঞান বৃদ্ধি পাবে। - আবদুল্লাহ, ঢাকা	[948, 486, 1225, 529]
mahanabi-headline: মহানবী সা:-কে নিয়ে কটূক্তি	[544, 1019, 666, 1058]
page-number: 8	[21, 10, 44, 46]
tender-footer: These are online Tenders, where only e-Tenders will be accepted through National e-GP portal https://www.eprocure.gov.bd and no offline/hard copies will be accepted. To submit e-Tender, registration in the National e-GP system portal is required. The fees for downloading the e-Tender Documents from the National e-GP system portal have to be deposited online through any registered bank's branches. Further information and guidelines are available in the National e-GP system portal and from e-GP help desk helpdesk@eprocure.gov.bd.	[354, 2188, 921, 2235]
tender-table	[352, 2048, 922, 2165]
nilam-body: গত ১৯/০৬/২০২৫ ইং তারিখে দৈনিক নয়া দিগন্ত পত্রিকায় ৫-এর পৃষ্ঠায় অগ্রণী ব্যাংক পিএলসি, খেপুপাড়া শাখা, উপজেলা- কলাপাড়া, জেলা- পটুয়াখালী-এর নিলাম দরপত্র বিজ্ঞপ্তিতে ভুলবশত ডিক্রিদার ব্যাংকের প্রাপ্য ৫২,৮২,২৭,১৪৫/- ছাপা হয়। সঠিক হবে ডিক্রিদার ব্যাংকের প্রাপ্য ৫,৮২,২৭,১৪৫/- টাকা।	[551, 1820, 924, 1874]
mahanabi-contd: ৩য় পৃষ্ঠার পর	[544, 1063, 597, 1074]
cell: 01	[353, 2077, 370, 2106]
cell: ERL/LT/e-GP-20/2025	[370, 2077, 440, 2106]
housing-body	[188, 123, 426, 580]
space-ad	[694, 1638, 931, 1753]
quran-title: মানুষই নিজেরা নিজেদের প্রতি জুলুম করে	[951, 164, 1222, 185]
shaheed-text-2: মহানগরীর পায়রা চত্বর, জাহাজ কোম্পানি মোড়, পায়রা চত্বর হয়ে পদযাত্রা টাউন হলে গিয়ে শেষ হয়। সেখানে অনুষ্ঠিত হয় সমাবেশ। সমাবেশে এনসিপির কেন্দ্রীয় নেতারা বক্তব্য রাখেন। তারা বলেন, জুলাই অভ্যুত্থানের চেতনা বাস্তবায়নে জাতীয় নাগরিক পার্টি কাজ করে যাচ্ছে। বক্তারা আরো বলেন, রংপুর অঞ্চলের মানুষ দীর্ঘদিন ধরে বৈষম্যের শিকার। এ অঞ্চলের উন্নয়নে সবাইকে একযোগে কাজ করতে হবে। সমাবেশে হাজার হাজার নেতাকর্মী উপস্থিত ছিলেন।	[440, 654, 678, 788]
cell: 1127016	[440, 2106, 481, 2135]
hadith-label-text: হাদিসের কথা	[1257, 140, 1322, 154]
hadith-title: কিয়ামতের দিন রাসুল সা. উম্মতকে যেভাবে চিনবেন	[1242, 164, 1511, 181]
divider	[948, 1487, 1528, 1488]
criminals-contd: ৩য় পৃষ্ঠার পর	[188, 1512, 241, 1524]
th-sl: Sl#	[353, 2048, 370, 2077]
tender-ref: Ref : ERL/LT/e-GP-20,29,30/2025	[354, 1980, 491, 1992]
kadaben-author: জাফর আহমদ	[1192, 1554, 1283, 1574]
lost-text: হারিয়েছে: আমার এসএসসি পরীক্ষার মার্কশিট হারিয়েছে। এসএসসি রোল নং- ১৬৪৯২৬, রেজি: নম্বর-১৬১০৮৫৪২৭৭, শিক্ষাবর্ষ-২০১৯/২০, পাসের সন ২০২২, বোর্ড-ঢাকা। এ ব্যাপারে ডেমরা থানায় জিডি নম্বর-২৭০২, তারিখ-২৯/০৬/২০২৫ইং। নাম: সিনিয়া মোবাইল নং-০১৭৮৮৮৬৭৩৭৫। এনডি-৫৭৯/২৫ হারানো বিজ্ঞপ্তি: আমার জাতীয় পরিচয়পত্র (এনআইডি) কার্ড হারিয়ে গেছে। নাম: মোঃ আনোয়ার হোসেন, পিতা: আবুল কাশেম, মাতা: রাশিদা বেগম, এনআইডি নং- ১৯৯২২৬৯১৫২৫০০০০৭১, জন্ম তারিখ-০২/১২/১৯৯২। ঠিকানা: গ্রাম: দক্ষিণ খানপুর, ডাক-বাবুরহাট। এ ব্যাপারে থানায় জিডি করা হয়েছে। জিডি নং-২৭৯৫, তারিখ-৩০/০৬/২০২৫ ইং। এনডি-৫৭৬/২৫ হারিয়েছে: আমার ২য় শ্রেণির শিক্ষক সনদ, যাহার নং IM2 500302126 হারিয়েছে, ছাদের লাইনের সুবাস নগর ১৩৫২। তারিখ ৩০/০৬/২০২৫ইংরেজি। মো. কুতুব উদ্দিন। এনডি-১৪০৩/২৫ হারিয়েছে: আমার ঢাকা বিশ্ববিদ্যালয়ের রেজিস্ট্রেশন কার্ড রেজি নং-৪৫, ২০১৮-২০১৯, নং-১১৮০৯, সেশন-২০১৭-২০১৮। মিরপুর মডেল থানায় জিডি- ২৫৯০, তারিখ- ২৯/০৬/২০২৫, আসমা আক্তার। এনডি: ৫৭৮-১/২৫ হারিয়েছে: আমার পাসপোর্ট হারিয়েছে। পাসপোর্ট নং- EE000000, জন্ম তারিখ- ০৬/০৪/২০০৬, আমি সংশ্লিষ্ট থানায় সাধারণ ডায়েরি করেছি। জিডি নং- ১৯৮০, তারিখ- ৩০/০৬/২০২৫। এনডি: ৫৭৯-৬/২৫ হারিয়েছে: আমার মাধ্যমিক স্কুল সার্টিফিকেট মূল প্রশংসাপত্র হারিয়েছে। রোল নং- ৪৫৬৯৯৬, রেজিস্ট্রেশন নং- ১৬১৭০০০০০০, শিক্ষাবর্ষ ২০১৯-২০২০, পাসের সন ২০২২, বোর্ড: ঢাকা। এনডি: ৫৭৯-৫/২৫ হারিয়েছে: আমার এসএসসি রোল- ১৩৭৯২৪, রেজি- ৬৬৫৪৩৪, পাসের সন- ২০১৩, বিভাগ বিজ্ঞান, সরকারি ইমামগঞ্জ উচ্চ বিদ্যালয়। মার্কশিট, এইচএসসি রোল- ১৪০৪৬১, রেজি- ২৮৭৪২১, পাসের সন- ২০১৫, মার্কশিট ও সার্টিফিকেট হারিয়েছে। এনডি: ৫৭৯-৪/২৫ হারিয়েছে: আমার ঢাকা বোর্ডের এসএসসি রোল- ১২৩৪৫৬, রেজি- ১৬১০৮৯৭১১, পাসের সন- ২০১৯ সেই ইন্টারমিডিয়েট মার্কশিট হারিয়েছে। এনডি: ৫৭৯-৩/২৫ হারিয়েছে: আমার এস.এস.সি রোল- ১৫৭৪৮৬, রেজি- ৭৬৬১৬৪, সেশন-২০১৭-১৮, পাসের সন- ২০১৯, রাজশাহী বোর্ড। সনদ হারিয়েছে। এনডি: ৫৭৯-২/২৫	[11, 744, 163, 1737]
divider	[188, 587, 678, 588]
cell: 08-Jul-2025 16:45 PM	[814, 2077, 922, 2106]
dudok-headline: দুদক কর্মকর্তা পরিচয়ে	[188, 1855, 313, 1872]
cell: 08-Jul-2025 12:00 PM	[710, 2077, 814, 2106]
book-icon: 📖	[948, 140, 967, 154]
